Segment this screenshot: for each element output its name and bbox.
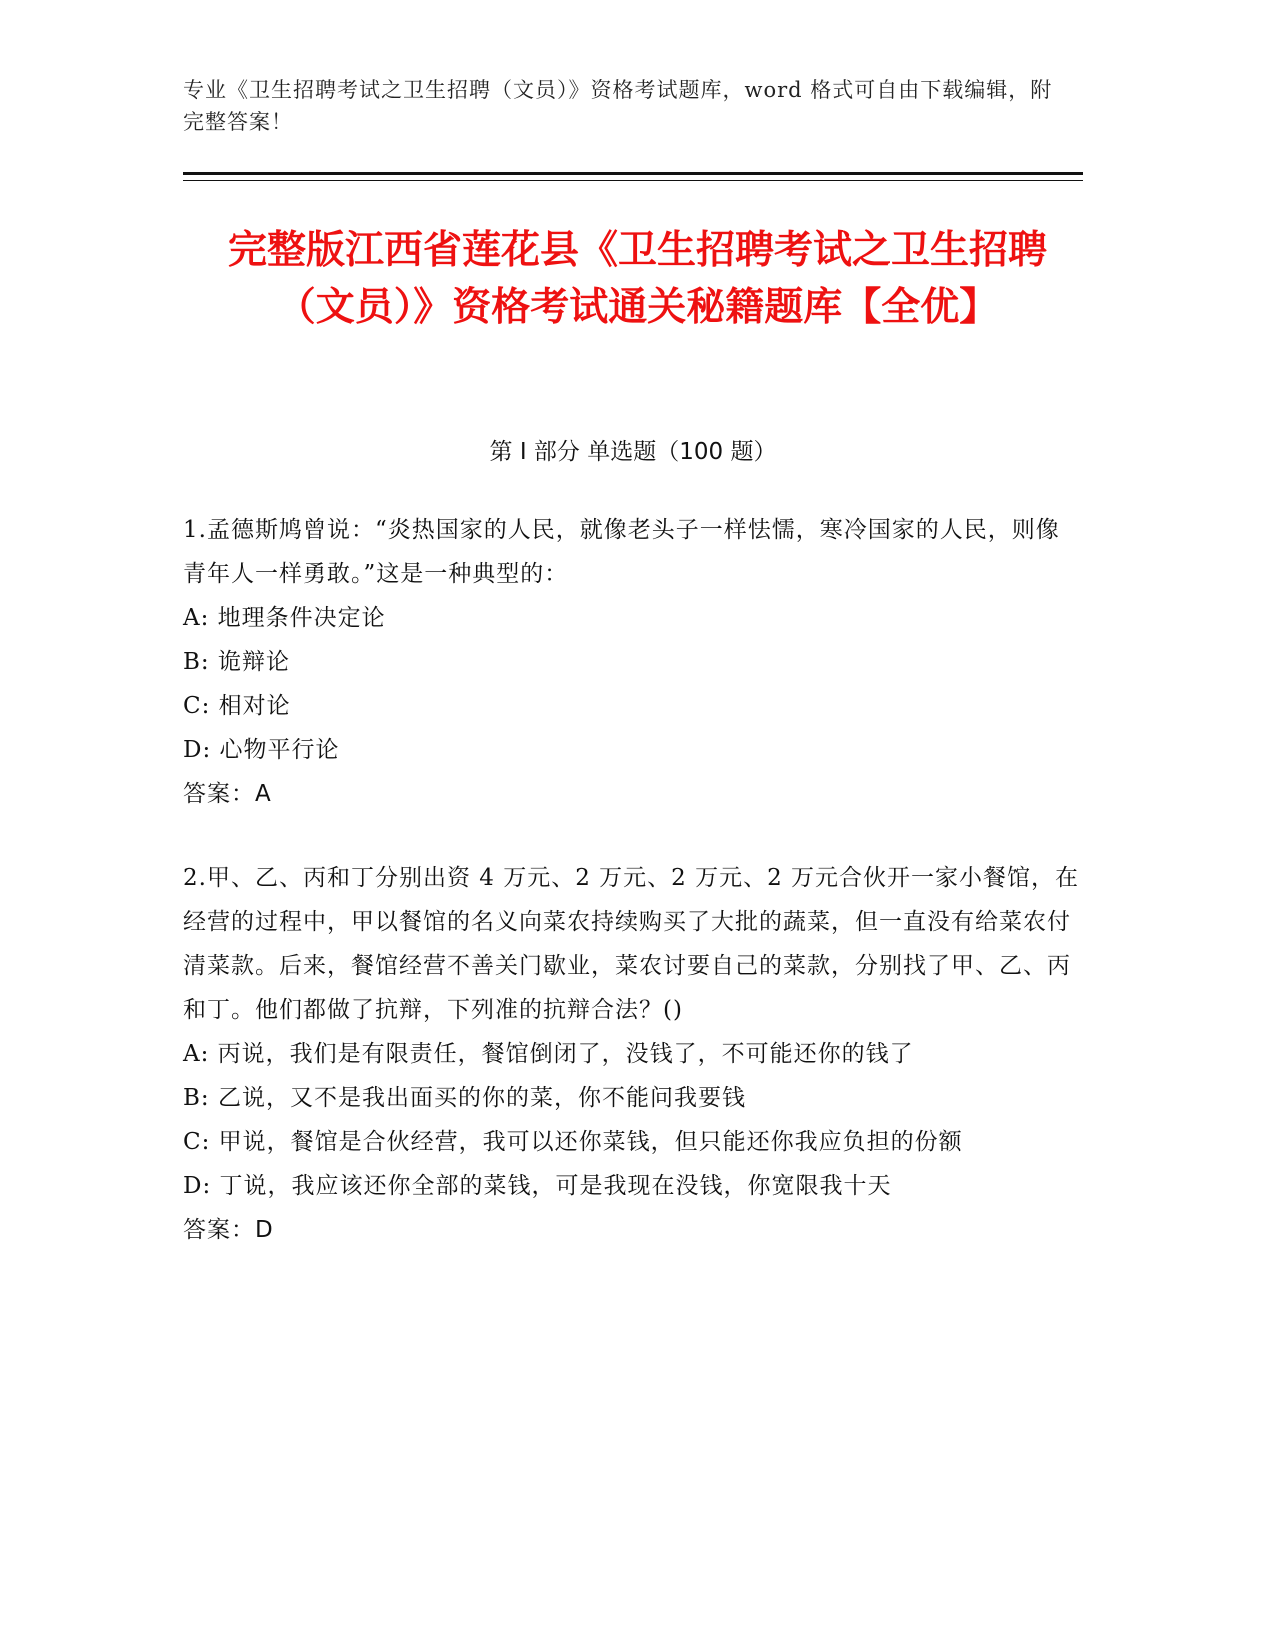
option-c: C: 甲说，餐馆是合伙经营，我可以还你菜钱，但只能还你我应负担的份额: [183, 1129, 963, 1155]
option-a: A: 丙说，我们是有限责任，餐馆倒闭了，没钱了，不可能还你的钱了: [183, 1041, 914, 1067]
option-b: B: 乙说，又不是我出面买的你的菜，你不能问我要钱: [183, 1085, 746, 1111]
header-rule-thick: [183, 172, 1083, 175]
answer: 答案：D: [183, 1217, 274, 1243]
document-title: 完整版江西省莲花县《卫生招聘考试之卫生招聘（文员）》资格考试通关秘籍题库【全优】: [227, 228, 1047, 330]
header-rule-thin: [183, 180, 1083, 181]
question-stem: 1.孟德斯鸠曾说：“炎热国家的人民，就像老头子一样怯懦，寒冷国家的人民，则像青年人一样勇敢。”这是一种典型的：: [183, 517, 1060, 587]
option-c: C: 相对论: [183, 693, 291, 719]
option-b: B: 诡辩论: [183, 649, 290, 675]
option-d: D: 心物平行论: [183, 737, 340, 763]
option-a: A: 地理条件决定论: [183, 605, 386, 631]
question-2: [183, 856, 1083, 1252]
question-1: [183, 508, 1083, 816]
header-note: 专业《卫生招聘考试之卫生招聘（文员）》资格考试题库，word 格式可自由下载编辑，附完整答案！: [183, 78, 1053, 134]
option-d: D: 丁说，我应该还你全部的菜钱，可是我现在没钱，你宽限我十天: [183, 1173, 892, 1199]
section-heading: 第 I 部分 单选题（100 题）: [489, 439, 777, 465]
answer: 答案：A: [183, 781, 272, 807]
question-stem: 2.甲、乙、丙和丁分别出资 4 万元、2 万元、2 万元、2 万元合伙开一家小餐馆，在经营的过程中，甲以餐馆的名义向菜农持续购买了大批的蔬菜，但一直没有给菜农付清菜款。后来，餐馆经营不善关门歇业，菜农讨要自己的菜款，分别找了甲、乙、丙和丁。他们都做了抗辩，下列准的抗辩合法？(): [183, 865, 1080, 1023]
